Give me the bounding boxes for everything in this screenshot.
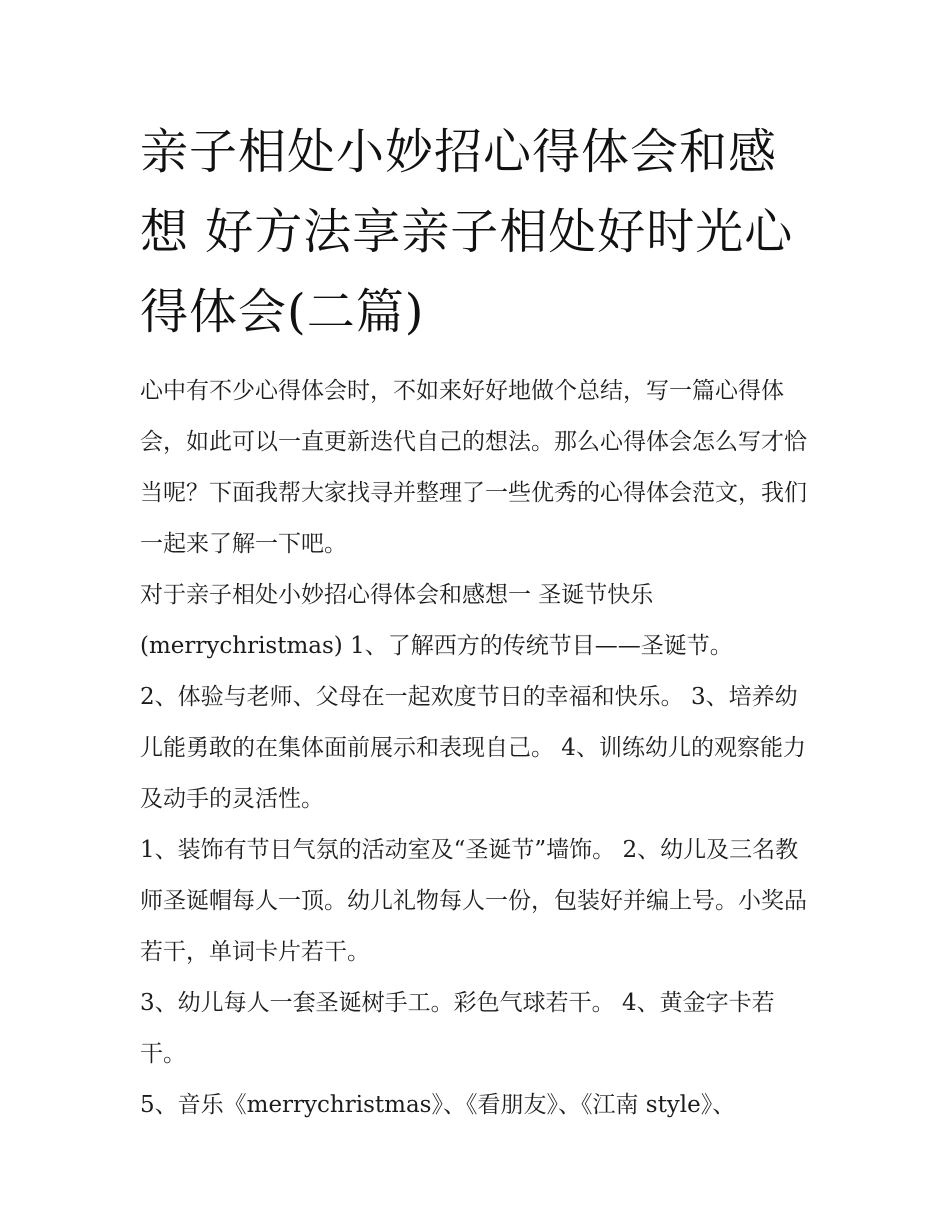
document-title: 亲子相处小妙招心得体会和感想 好方法享亲子相处好时光心得体会(二篇)	[140, 124, 794, 340]
body-paragraph: 对于亲子相处小妙招心得体会和感想一 圣诞节快乐(merrychristmas) 1、了解西方的传统节目——圣诞节。	[140, 582, 733, 659]
document-page	[140, 112, 820, 1131]
body-paragraph: 3、幼儿每人一套圣诞树手工。彩色气球若干。 4、黄金字卡若干。	[140, 990, 775, 1067]
intro-paragraph: 心中有不少心得体会时，不如来好好地做个总结，写一篇心得体会，如此可以一直更新迭代自己的想法。那么心得体会怎么写才恰当呢？下面我帮大家找寻并整理了一些优秀的心得体会范文，我们一起来了解一下吧。	[140, 378, 807, 557]
body-paragraph: 1、装饰有节日气氛的活动室及“圣诞节”墙饰。 2、幼儿及三名教师圣诞帽每人一顶。幼儿礼物每人一份，包装好并编上号。小奖品若干，单词卡片若干。	[140, 837, 807, 965]
body-paragraph: 2、体验与老师、父母在一起欢度节日的幸福和快乐。 3、培养幼儿能勇敢的在集体面前展示和表现自己。 4、训练幼儿的观察能力及动手的灵活性。	[140, 684, 806, 812]
body-paragraph: 5、音乐《merrychristmas》、《看朋友》、《江南 style》、	[140, 1092, 736, 1118]
